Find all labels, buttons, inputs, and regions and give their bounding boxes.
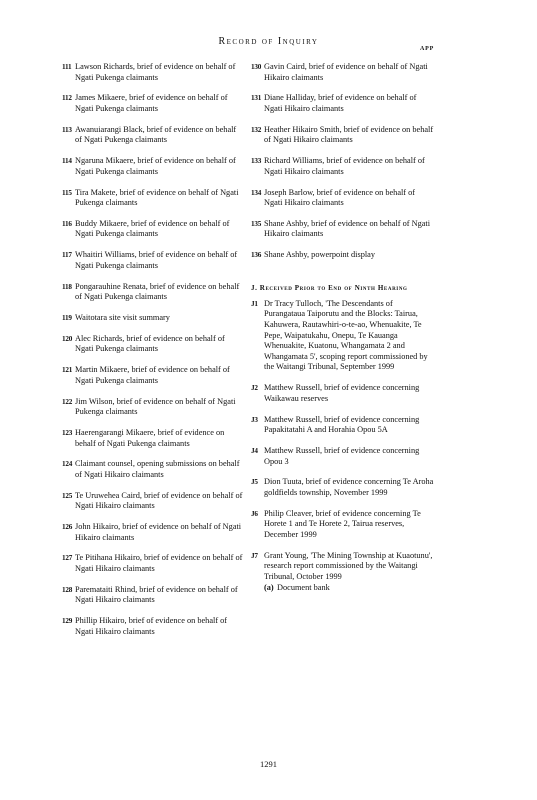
- entry-number: 136: [251, 251, 262, 260]
- entry-text: Ngaruna Mikaere, brief of evidence on behalf of Ngati Pukenga claimants: [75, 156, 236, 176]
- entry-text: Tira Makete, brief of evidence on behalf of Ngati Pukenga claimants: [75, 187, 239, 208]
- list-item: [62, 62, 245, 83]
- sub-entry-label: (a): [264, 583, 274, 593]
- list-item: [62, 156, 245, 177]
- entry-text: Grant Young, 'The Mining Township at Kuaotunu', research report commissioned by the Waitangi Tribunal, October 1999: [264, 550, 433, 581]
- list-item: [62, 313, 245, 324]
- list-item: [251, 250, 434, 261]
- entry-number: J3: [251, 415, 258, 424]
- entry-number: 125: [62, 491, 73, 500]
- list-item: [251, 219, 434, 240]
- entry-number: 121: [62, 366, 73, 375]
- running-head: Record of Inquiry: [218, 36, 319, 47]
- entry-number: J6: [251, 509, 258, 518]
- entry-number: 113: [62, 125, 72, 134]
- sub-entry: [264, 583, 434, 594]
- entry-number: 117: [62, 251, 72, 260]
- list-item: [251, 477, 434, 498]
- list-item: [62, 397, 245, 418]
- list-item: [62, 491, 245, 512]
- entry-number: 115: [62, 188, 72, 197]
- entry-text: Phillip Hikairo, brief of evidence on behalf of Ngati Hikairo claimants: [75, 616, 228, 636]
- entry-text: Gavin Caird, brief of evidence on behalf of Ngati Hikairo claimants: [264, 62, 428, 82]
- entry-text: Haerengarangi Mikaere, brief of evidence on behalf of Ngati Pukenga claimants: [75, 427, 225, 448]
- list-item: [251, 156, 434, 177]
- entry-text: Paremataiti Rhind, brief of evidence on behalf of Ngati Hikairo claimants: [75, 584, 238, 605]
- entry-text: Alec Richards, brief of evidence on behalf of Ngati Pukenga claimants: [75, 333, 225, 354]
- list-item: [62, 365, 245, 386]
- list-item: [251, 415, 434, 436]
- entry-number: 134: [251, 188, 262, 197]
- entry-text: Te Pitihana Hikairo, brief of evidence on behalf of Ngati Hikairo claimants: [75, 553, 243, 573]
- entry-number: 132: [251, 125, 262, 134]
- entry-number: 116: [62, 219, 72, 228]
- entry-number: 124: [62, 460, 73, 469]
- entry-text: Richard Williams, brief of evidence on behalf of Ngati Hikairo claimants: [264, 156, 425, 176]
- entry-text: Awanuiarangi Black, brief of evidence on behalf of Ngati Pukenga claimants: [75, 124, 237, 145]
- entry-text: Matthew Russell, brief of evidence concerning Waikawau reserves: [264, 383, 420, 403]
- entry-text: Te Uruwehea Caird, brief of evidence on behalf of Ngati Hikairo claimants: [75, 490, 243, 511]
- entry-text: James Mikaere, brief of evidence on behalf of Ngati Pukenga claimants: [75, 93, 228, 113]
- entry-text: Matthew Russell, brief of evidence concerning Opou 3: [264, 445, 420, 466]
- entry-number: 122: [62, 397, 73, 406]
- entry-text-block: [264, 551, 434, 594]
- entry-number: 119: [62, 314, 72, 322]
- list-item: [251, 509, 434, 541]
- entry-number: 130: [251, 63, 262, 71]
- list-item: [251, 93, 434, 114]
- entry-number: 112: [62, 94, 72, 103]
- list-item: [62, 553, 245, 574]
- entry-number: J4: [251, 446, 258, 455]
- list-item: [62, 459, 245, 480]
- entry-number: 114: [62, 157, 72, 166]
- section-heading: J. Received Prior to End of Ninth Hearing: [251, 283, 408, 292]
- entry-text: Joseph Barlow, brief of evidence on behalf of Ngati Hikairo claimants: [264, 187, 416, 208]
- list-item: [62, 522, 245, 543]
- list-item: [251, 125, 434, 146]
- list-item: [62, 334, 245, 355]
- entry-text: Jim Wilson, brief of evidence on behalf of Ngati Pukenga claimants: [75, 396, 236, 417]
- entry-text: Heather Hikairo Smith, brief of evidence on behalf of Ngati Hikairo claimants: [264, 124, 434, 145]
- list-item: [62, 282, 245, 303]
- entry-number: 135: [251, 219, 262, 228]
- entry-number: 118: [62, 282, 72, 291]
- entry-number: 127: [62, 554, 73, 563]
- section-tag: APP: [420, 46, 435, 52]
- entry-number: 126: [62, 523, 73, 532]
- list-item: [62, 219, 245, 240]
- entry-text: Matthew Russell, brief of evidence concerning Papakitatahi A and Horahia Opou 5A: [264, 414, 420, 435]
- entry-number: 111: [62, 63, 72, 71]
- entry-text: Whaitiri Williams, brief of evidence on behalf of Ngati Pukenga claimants: [75, 250, 238, 270]
- left-column: [62, 62, 245, 648]
- entry-number: J1: [251, 299, 258, 308]
- list-item: [62, 585, 245, 606]
- entry-number: 123: [62, 428, 73, 437]
- entry-number: J2: [251, 384, 258, 393]
- entry-text: Philip Cleaver, brief of evidence concerning Te Horete 1 and Te Horete 2, Tairua reserves, December 1999: [264, 508, 421, 539]
- list-item: [62, 250, 245, 271]
- list-item: [251, 299, 434, 373]
- list-item: [251, 446, 434, 467]
- entry-text: Buddy Mikaere, brief of evidence on behalf of Ngati Pukenga claimants: [75, 218, 230, 239]
- entry-text: Diane Halliday, brief of evidence on behalf of Ngati Hikairo claimants: [264, 93, 417, 113]
- list-item: [62, 93, 245, 114]
- entry-text: Dr Tracy Tulloch, 'The Descendants of Purangataua Taiporutu and the Blocks: Tairua, Kahuwera, Rautawhiri-o-te-ao, Whenuakite, Te Pepe, Waipatukahu, Onepu, Te Kauanga Whenuakite, Kuatonu, Whangamata 2 and Whangamata 5', scoping report commissioned by the Waitangi Tribunal, September 1999: [264, 298, 428, 372]
- list-item: [62, 125, 245, 146]
- right-column: [251, 62, 434, 604]
- entry-number: 133: [251, 157, 262, 166]
- entry-text: Shane Ashby, brief of evidence on behalf of Ngati Hikairo claimants: [264, 218, 431, 239]
- entry-text: Claimant counsel, opening submissions on behalf of Ngati Hikairo claimants: [75, 459, 240, 479]
- entry-text: Martin Mikaere, brief of evidence on behalf of Ngati Pukenga claimants: [75, 365, 230, 385]
- entry-number: J5: [251, 478, 258, 487]
- list-item: [62, 188, 245, 209]
- entry-text: Pongarauhine Renata, brief of evidence on behalf of Ngati Pukenga claimants: [75, 281, 240, 302]
- list-item: [251, 188, 434, 209]
- list-item: [251, 383, 434, 404]
- entry-number: J7: [251, 551, 258, 560]
- list-item: [251, 551, 434, 594]
- list-item: [62, 616, 245, 637]
- entry-text: Lawson Richards, brief of evidence on behalf of Ngati Pukenga claimants: [75, 62, 236, 82]
- entry-text: Dion Tuuta, brief of evidence concerning Te Aroha goldfields township, November 1999: [264, 477, 434, 497]
- entry-number: 120: [62, 334, 73, 343]
- page-number: 1291: [260, 759, 277, 769]
- list-item: [251, 62, 434, 83]
- list-item: [62, 428, 245, 449]
- entry-text: John Hikairo, brief of evidence on behalf of Ngati Hikairo claimants: [75, 522, 242, 542]
- entry-number: 128: [62, 585, 73, 594]
- entry-text: Waitotara site visit summary: [75, 313, 170, 322]
- sub-entry-text: Document bank: [277, 583, 330, 593]
- entry-text: Shane Ashby, powerpoint display: [264, 250, 375, 260]
- entry-number: 129: [62, 617, 73, 626]
- entry-number: 131: [251, 94, 262, 103]
